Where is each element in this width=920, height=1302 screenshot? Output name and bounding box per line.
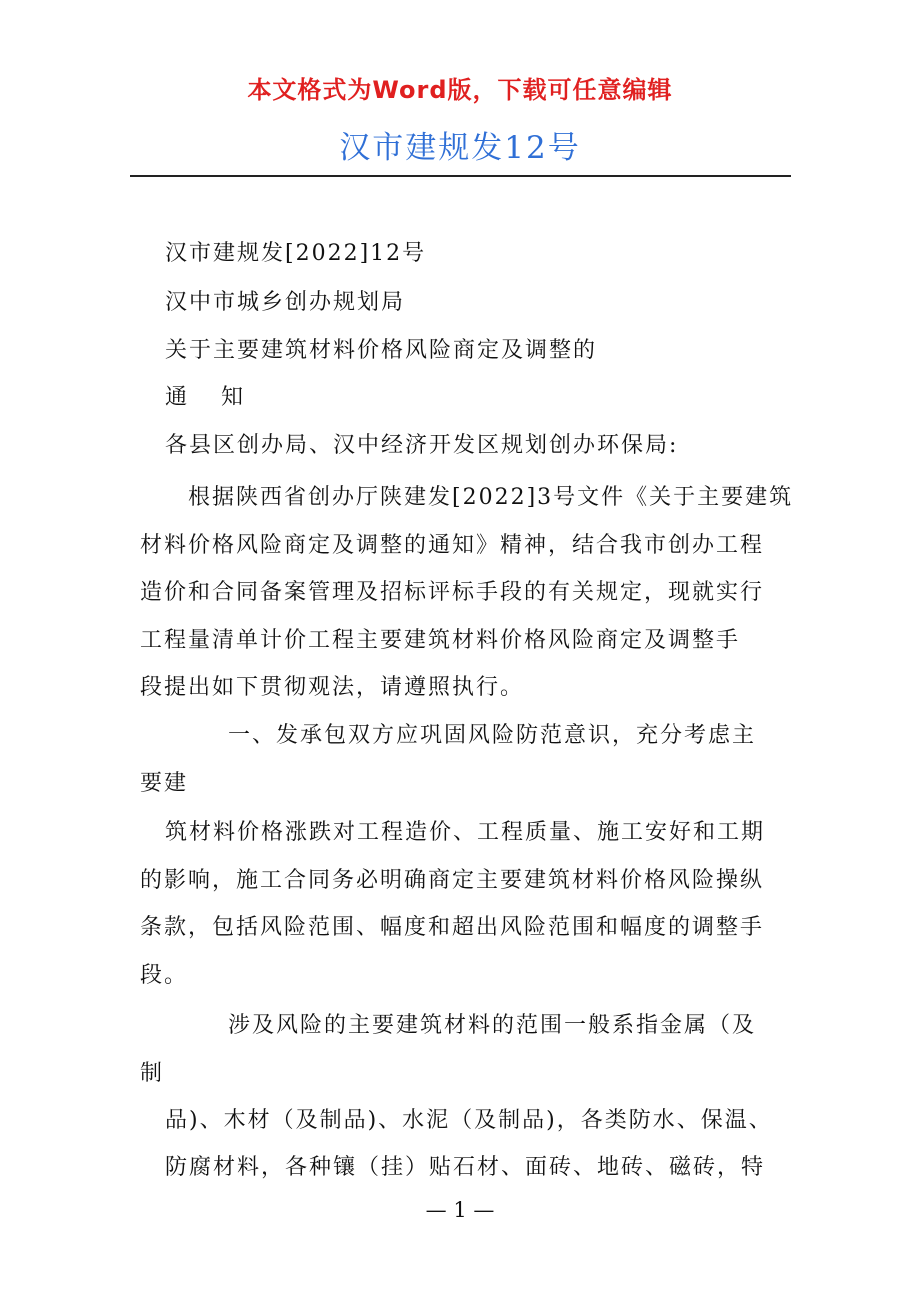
paragraph-line: 段提出如下贯彻观法，请遵照执行。	[140, 675, 525, 700]
doc-number-line: 汉市建规发[2022]12号	[165, 241, 427, 266]
notice-heading: 通 知	[165, 385, 250, 410]
subject-line: 关于主要建筑材料价格风险商定及调整的	[165, 338, 598, 363]
download-notice-banner: 本文格式为Word版，下载可任意编辑	[247, 76, 673, 104]
paragraph-line: 要建	[140, 771, 189, 796]
paragraph-line: 段。	[140, 963, 189, 988]
page-number: — 1 —	[425, 1198, 495, 1222]
document-title: 汉市建规发12号	[339, 130, 581, 166]
paragraph-line: 造价和合同备案管理及招标评标手段的有关规定，现就实行	[140, 580, 765, 605]
paragraph-line: 品)、木材（及制品)、水泥（及制品)，各类防水、保温、	[165, 1108, 773, 1133]
paragraph-line: 根据陕西省创办厅陕建发[2022]3号文件《关于主要建筑	[188, 485, 794, 510]
paragraph-line: 筑材料价格涨跌对工程造价、工程质量、施工安好和工期	[165, 820, 766, 845]
paragraph-line: 防腐材料，各种镶（挂）贴石材、面砖、地砖、磁砖，特	[165, 1155, 766, 1180]
section-one-heading: 一、发承包双方应巩固风险防范意识，充分考虑主	[228, 723, 757, 748]
paragraph-line: 涉及风险的主要建筑材料的范围一般系指金属（及	[228, 1013, 757, 1038]
paragraph-line: 制	[140, 1061, 165, 1086]
issuer-line: 汉中市城乡创办规划局	[165, 290, 406, 315]
paragraph-line: 的影响，施工合同务必明确商定主要建筑材料价格风险操纵	[140, 868, 765, 893]
addressee-line: 各县区创办局、汉中经济开发区规划创办环保局:	[165, 433, 679, 458]
title-divider	[130, 175, 791, 177]
paragraph-line: 材料价格风险商定及调整的通知》精神，结合我市创办工程	[140, 533, 765, 558]
paragraph-line: 工程量清单计价工程主要建筑材料价格风险商定及调整手	[140, 628, 741, 653]
paragraph-line: 条款，包括风险范围、幅度和超出风险范围和幅度的调整手	[140, 915, 765, 940]
